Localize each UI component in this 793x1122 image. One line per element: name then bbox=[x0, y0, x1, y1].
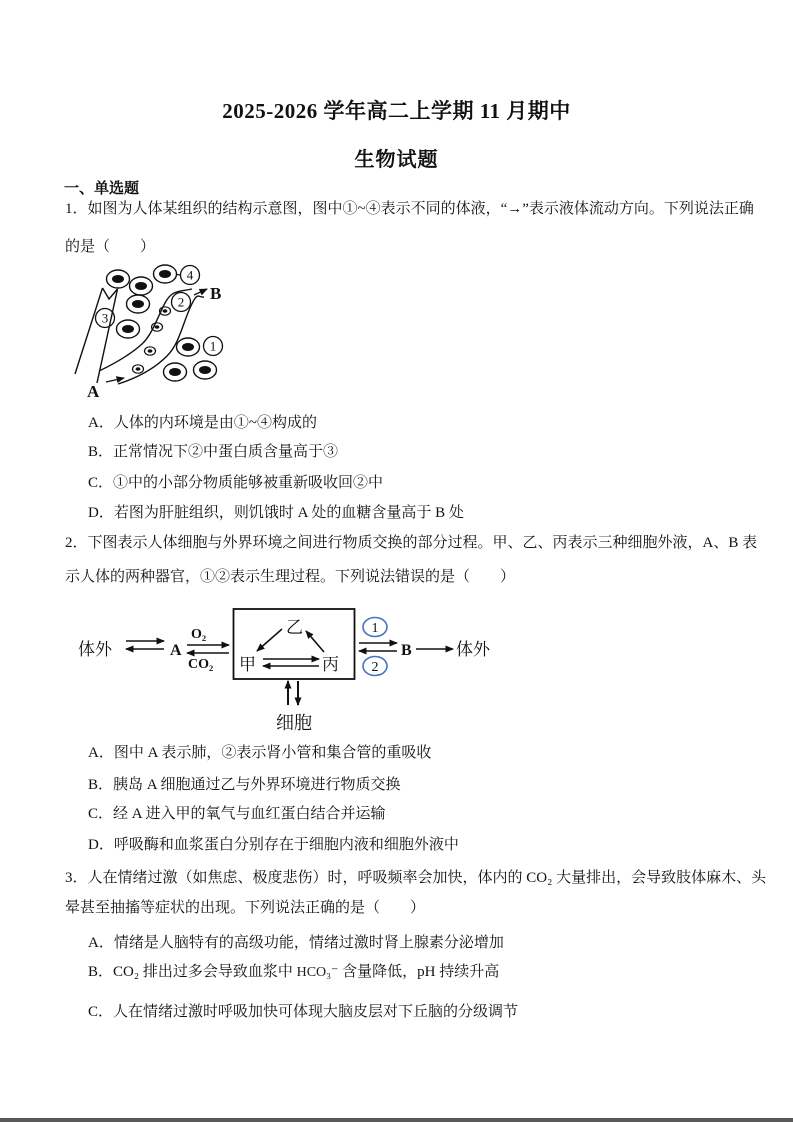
exam-title: 2025-2026 学年高二上学期 11 月期中 bbox=[222, 99, 571, 123]
circled-number-4 bbox=[177, 266, 200, 285]
figure2-organ-a-label: A bbox=[170, 642, 182, 659]
question-1-stem-line-2: 的是（ ） bbox=[65, 239, 156, 255]
figure2-yi-label: 乙 bbox=[286, 618, 303, 637]
question-3-stem-line-1: 3．人在情绪过激（如焦虑、极度悲伤）时，呼吸频率会加快，体内的 CO₂ 大量排出，会导致肢体麻木、头 bbox=[65, 870, 767, 886]
question-1-stem-line-1: 1．如图为人体某组织的结构示意图，图中①~④表示不同的体液，“→”表示液体流动方向。下列说法正确 bbox=[65, 201, 754, 217]
figure1-label-b: B bbox=[210, 284, 222, 303]
figure2-organ-b-label: B bbox=[401, 642, 412, 659]
figure2-jia-label: 甲 bbox=[239, 655, 256, 674]
exam-subtitle: 生物试题 bbox=[354, 149, 439, 171]
question-2-option-b: B．胰岛 A 细胞通过乙与外界环境进行物质交换 bbox=[88, 777, 401, 793]
tissue-structure-figure bbox=[70, 256, 315, 406]
question-2-stem-line-2: 示人体的两种器官，①②表示生理过程。下列说法错误的是（ ） bbox=[65, 569, 516, 585]
svg-text:2: 2 bbox=[177, 294, 185, 310]
figure2-o2-label: O₂ bbox=[191, 627, 207, 642]
question-2-option-a: A．图中 A 表示肺，②表示肾小管和集合管的重吸收 bbox=[88, 745, 432, 761]
svg-text:4: 4 bbox=[186, 267, 194, 283]
question-2-option-c: C．经 A 进入甲的氧气与血红蛋白结合并运输 bbox=[88, 806, 386, 822]
question-1-option-a: A．人体的内环境是由①~④构成的 bbox=[88, 415, 317, 431]
flow-arrow-a bbox=[106, 378, 124, 382]
question-1-option-c: C．①中的小部分物质能够被重新吸收回②中 bbox=[88, 475, 384, 491]
svg-text:1: 1 bbox=[371, 621, 379, 636]
question-2-stem-line-1: 2．下图表示人体细胞与外界环境之间进行物质交换的部分过程。甲、乙、丙表示三种细胞外液，A、B 表 bbox=[65, 535, 758, 551]
circled-process-1 bbox=[363, 618, 387, 637]
figure2-bing-label: 丙 bbox=[322, 655, 339, 674]
question-2-option-d: D．呼吸酶和血浆蛋白分别存在于细胞内液和细胞外液中 bbox=[88, 837, 459, 853]
cell-exchange-arrows bbox=[288, 681, 298, 705]
question-3-option-b bbox=[88, 963, 499, 982]
question-3-stem-line-2: 晕甚至抽搐等症状的出现。下列说法正确的是（ ） bbox=[65, 900, 426, 916]
tissue-cells bbox=[107, 265, 217, 381]
figure2-co2-label: CO₂ bbox=[188, 657, 214, 672]
circled-number-1 bbox=[204, 337, 223, 356]
figure2-cell-label: 细胞 bbox=[276, 713, 312, 733]
exchange-arrows-box-b bbox=[359, 643, 397, 651]
bicarbonate-formula: HCO₃⁻ bbox=[296, 965, 339, 980]
section-heading: 一、单选题 bbox=[64, 181, 140, 197]
figure1-label-a: A bbox=[87, 382, 100, 401]
question-3-option-a: A．情绪是人脑特有的高级功能，情绪过激时肾上腺素分泌增加 bbox=[88, 935, 504, 951]
circled-number-2 bbox=[172, 293, 191, 312]
flow-arrow-b bbox=[194, 289, 207, 295]
option-b-text-pre: B．CO₂ 排出过多会导致血浆中 bbox=[88, 964, 297, 980]
figure2-outside-left-label: 体外 bbox=[78, 640, 112, 659]
question-3-option-c: C．人在情绪过激时呼吸加快可体现大脑皮层对下丘脑的分级调节 bbox=[88, 1004, 519, 1020]
figure2-outside-right-label: 体外 bbox=[456, 640, 490, 659]
exchange-arrows-outside-a bbox=[126, 641, 164, 649]
svg-text:3: 3 bbox=[101, 310, 109, 326]
material-exchange-figure bbox=[70, 605, 500, 735]
svg-text:1: 1 bbox=[209, 338, 217, 354]
question-1-option-d: D．若图为肝脏组织，则饥饿时 A 处的血糖含量高于 B 处 bbox=[88, 505, 464, 521]
lymph-vessel bbox=[75, 288, 118, 383]
svg-text:2: 2 bbox=[371, 660, 379, 675]
red-blood-cells bbox=[133, 307, 171, 373]
page-bottom-edge bbox=[0, 1118, 793, 1122]
question-1-option-b: B．正常情况下②中蛋白质含量高于③ bbox=[88, 444, 339, 460]
circled-process-2 bbox=[363, 657, 387, 676]
option-b-text-post: 含量降低，pH 持续升高 bbox=[338, 964, 500, 980]
exchange-arrows-a-box bbox=[187, 645, 229, 653]
